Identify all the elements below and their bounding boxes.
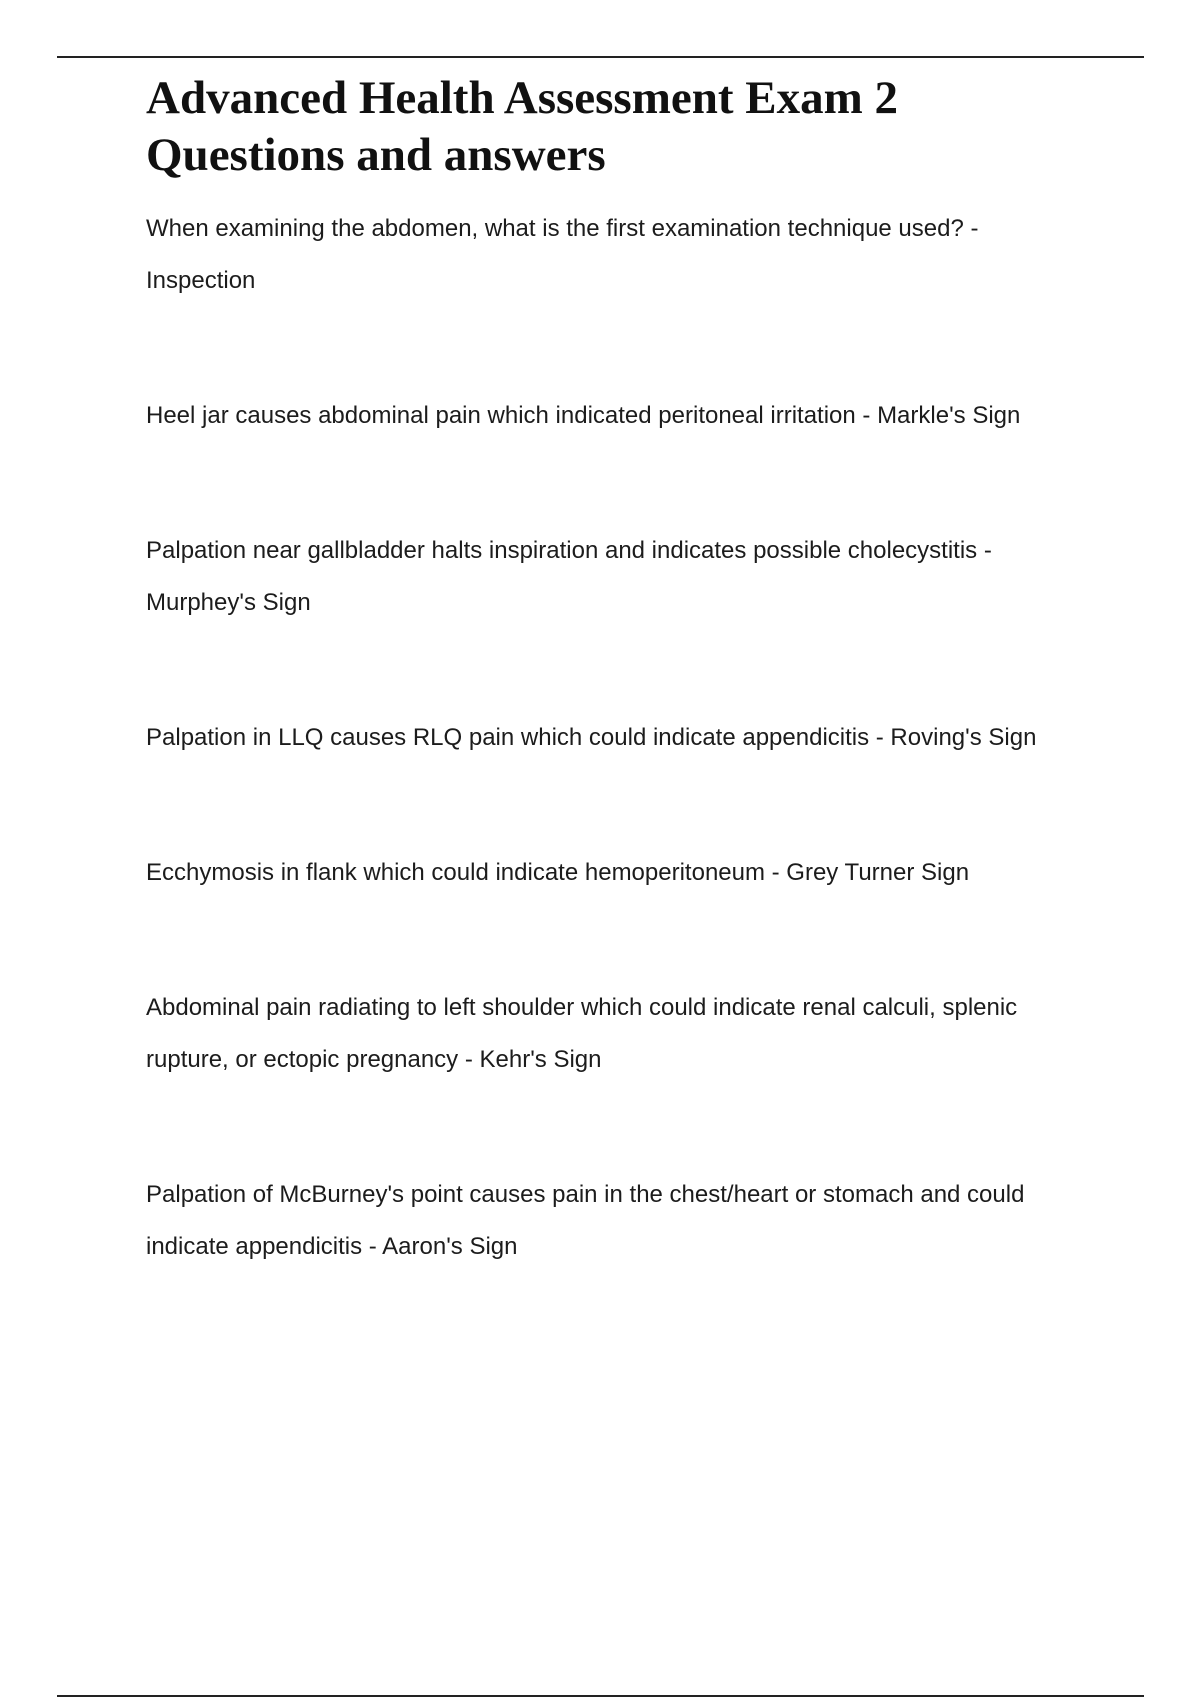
qa-item-3: Palpation near gallbladder halts inspiration and indicates possible cholecystitis - Murphey's Sign — [146, 537, 992, 616]
top-divider — [57, 56, 1144, 58]
qa-list — [146, 203, 1091, 1356]
qa-item-6: Abdominal pain radiating to left shoulder which could indicate renal calculi, splenic rupture, or ectopic pregnancy - Kehr's Sign — [146, 994, 1018, 1073]
qa-item-7: Palpation of McBurney's point causes pain in the chest/heart or stomach and could indicate appendicitis - Aaron's Sign — [146, 1181, 1025, 1260]
page-title: Advanced Health Assessment Exam 2 Questions and answers — [146, 72, 899, 181]
qa-item-2: Heel jar causes abdominal pain which indicated peritoneal irritation - Markle's Sign — [146, 402, 1021, 429]
qa-item-4: Palpation in LLQ causes RLQ pain which could indicate appendicitis - Roving's Sign — [146, 724, 1037, 751]
bottom-divider — [57, 1695, 1144, 1697]
qa-item-5: Ecchymosis in flank which could indicate hemoperitoneum - Grey Turner Sign — [146, 859, 970, 886]
qa-item-1: When examining the abdomen, what is the first examination technique used? - Inspection — [146, 215, 979, 294]
